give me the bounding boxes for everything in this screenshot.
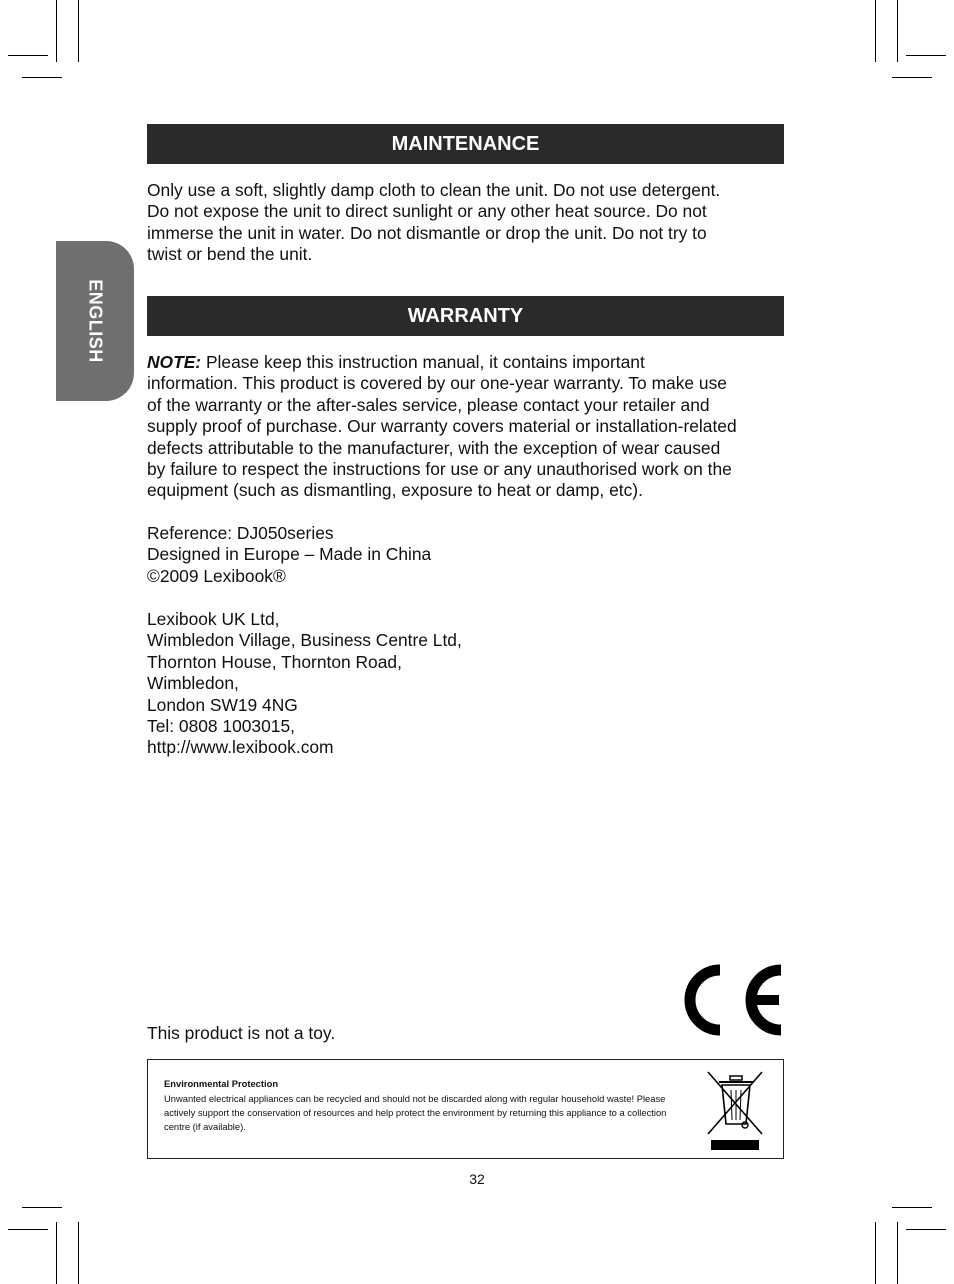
reference-block [147, 523, 787, 587]
address-block [147, 609, 787, 759]
reference-line: Reference: DJ050series [147, 523, 334, 543]
text-line: equipment (such as dismantling, exposure to heat or damp, etc). [147, 480, 643, 501]
environmental-text: Unwanted electrical appliances can be recycled and should not be discarded along with regular household waste! Please actively support the conservation of resources and help protect the environment by returning this appliance to a collection centre (if available). [164, 1093, 667, 1132]
warranty-heading: WARRANTY [407, 304, 524, 327]
crop-mark [892, 77, 932, 78]
address-line: London SW19 4NG [147, 694, 298, 715]
text-line: twist or bend the unit. [147, 244, 313, 265]
crop-mark [875, 1222, 876, 1284]
crop-mark [897, 1222, 898, 1284]
address-line: Thornton House, Thornton Road, [147, 651, 402, 672]
crop-mark [906, 55, 946, 56]
text-line [147, 352, 787, 373]
crossed-out-bin-icon [704, 1068, 768, 1152]
crop-mark [22, 77, 62, 78]
crop-mark [906, 1229, 946, 1230]
environmental-title: Environmental Protection [164, 1078, 279, 1089]
language-tab-label: ENGLISH [85, 279, 106, 363]
crop-mark [56, 1222, 57, 1284]
crop-mark [22, 1207, 62, 1208]
crop-mark [78, 1222, 79, 1284]
maintenance-heading: MAINTENANCE [391, 132, 540, 155]
warranty-text [147, 352, 787, 502]
text-line: supply proof of purchase. Our warranty covers material or installation-related [147, 416, 737, 437]
maintenance-heading-bar [147, 124, 784, 164]
text-line: Do not expose the unit to direct sunlight or any other heat source. Do not [147, 201, 707, 222]
text-line: Only use a soft, slightly damp cloth to clean the unit. Do not use detergent. [147, 180, 721, 200]
note-label: NOTE: [147, 352, 202, 372]
text-line: immerse the unit in water. Do not dismantle or drop the unit. Do not try to [147, 222, 707, 243]
text-line: by failure to respect the instructions for use or any unauthorised work on the [147, 459, 732, 480]
not-toy-notice: This product is not a toy. [147, 1023, 336, 1043]
maintenance-text [147, 180, 787, 266]
crop-mark [8, 55, 48, 56]
crop-mark [892, 1207, 932, 1208]
phone-line: Tel: 0808 1003015, [147, 716, 295, 737]
environmental-protection-box [147, 1059, 784, 1159]
ce-mark-icon [680, 962, 786, 1038]
crop-mark [78, 0, 79, 62]
text-line: information. This product is covered by our one-year warranty. To make use [147, 373, 727, 394]
page-number: 32 [469, 1171, 485, 1187]
text-line: defects attributable to the manufacturer, with the exception of wear caused [147, 437, 721, 458]
website-link[interactable]: http://www.lexibook.com [147, 737, 334, 758]
address-line: Lexibook UK Ltd, [147, 609, 280, 629]
crop-mark [875, 0, 876, 62]
text-line: of the warranty or the after-sales service, please contact your retailer and [147, 394, 710, 415]
origin-line: Designed in Europe – Made in China [147, 544, 432, 565]
crop-mark [8, 1229, 48, 1230]
crop-mark [897, 0, 898, 62]
address-line: Wimbledon Village, Business Centre Ltd, [147, 630, 462, 651]
crop-mark [56, 0, 57, 62]
warranty-heading-bar [147, 296, 784, 336]
address-line: Wimbledon, [147, 673, 239, 694]
note-text: Please keep this instruction manual, it contains important [201, 352, 645, 372]
language-tab [56, 241, 134, 401]
copyright-line: ©2009 Lexibook® [147, 565, 286, 586]
